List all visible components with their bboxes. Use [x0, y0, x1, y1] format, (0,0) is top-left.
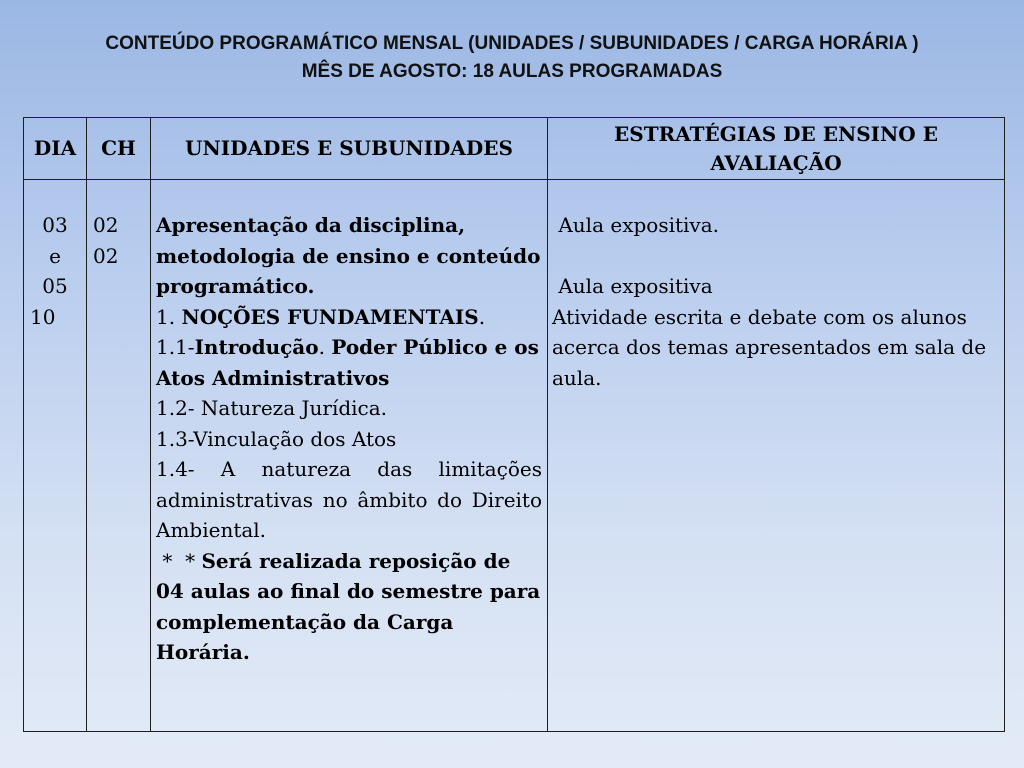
unit-note-stars: * * — [156, 548, 202, 573]
dia-line: e — [49, 243, 61, 268]
unit-item-1-1-num: 1.1- — [156, 335, 195, 359]
unit-item-1-end: . — [478, 304, 486, 329]
dia-line: 05 — [42, 274, 68, 298]
header-unidades: UNIDADES E SUBUNIDADES — [151, 118, 548, 180]
cell-ch — [87, 180, 151, 732]
table-row — [24, 180, 1005, 732]
strategy-line-1: Aula expositiva. — [552, 213, 719, 237]
header-estrategias: ESTRATÉGIAS DE ENSINO E AVALIAÇÃO — [548, 118, 1005, 180]
title-line-1: CONTEÚDO PROGRAMÁTICO MENSAL (UNIDADES / SUBUNIDADES / CARGA HORÁRIA ) — [105, 33, 919, 54]
table-header-row — [24, 118, 1005, 180]
unit-note-text: Será realizada reposição de 04 aulas ao final do semestre para complementação da Carga Horária. — [156, 548, 541, 664]
unit-note — [156, 546, 542, 668]
unit-item-1-1-title-b: Poder Público e os Atos Administrativos — [156, 335, 539, 390]
unit-item-1-2: 1.2- Natureza Jurídica. — [156, 396, 388, 420]
title-line-2: MÊS DE AGOSTO: 18 AULAS PROGRAMADAS — [301, 61, 723, 82]
strategy-line-2: Aula expositiva — [552, 274, 713, 298]
dia-line: 03 — [42, 213, 68, 237]
unit-item-1-1-title-a: Introdução — [194, 335, 319, 359]
header-dia: DIA — [24, 118, 87, 180]
unit-item-1-1 — [156, 332, 542, 393]
unit-intro: Apresentação da disciplina, metodologia de ensino e conteúdo programático. — [156, 213, 541, 298]
dia-line: 10 — [30, 304, 56, 329]
unit-item-1-3: 1.3-Vinculação dos Atos — [156, 426, 397, 451]
header-ch: CH — [87, 118, 151, 180]
strategy-spacer — [552, 241, 1000, 272]
ch-line: 02 — [93, 243, 119, 268]
unit-item-1-4: 1.4- A natureza das limitações administrativas no âmbito do Direito Ambiental. — [156, 457, 542, 542]
strategy-line-3: Atividade escrita e debate com os alunos acerca dos temas apresentados em sala de aula. — [552, 304, 987, 390]
ch-line: 02 — [93, 213, 119, 237]
page-title — [0, 30, 1024, 86]
program-table — [23, 117, 1005, 732]
cell-estrategias — [548, 180, 1005, 732]
unit-item-1-title: NOÇÕES FUNDAMENTAIS — [181, 304, 479, 329]
unit-item-1 — [156, 302, 542, 333]
unit-item-1-num: 1. — [156, 304, 182, 329]
cell-unidades — [151, 180, 548, 732]
cell-dia — [24, 180, 87, 732]
unit-item-1-1-sep: . — [318, 335, 332, 359]
